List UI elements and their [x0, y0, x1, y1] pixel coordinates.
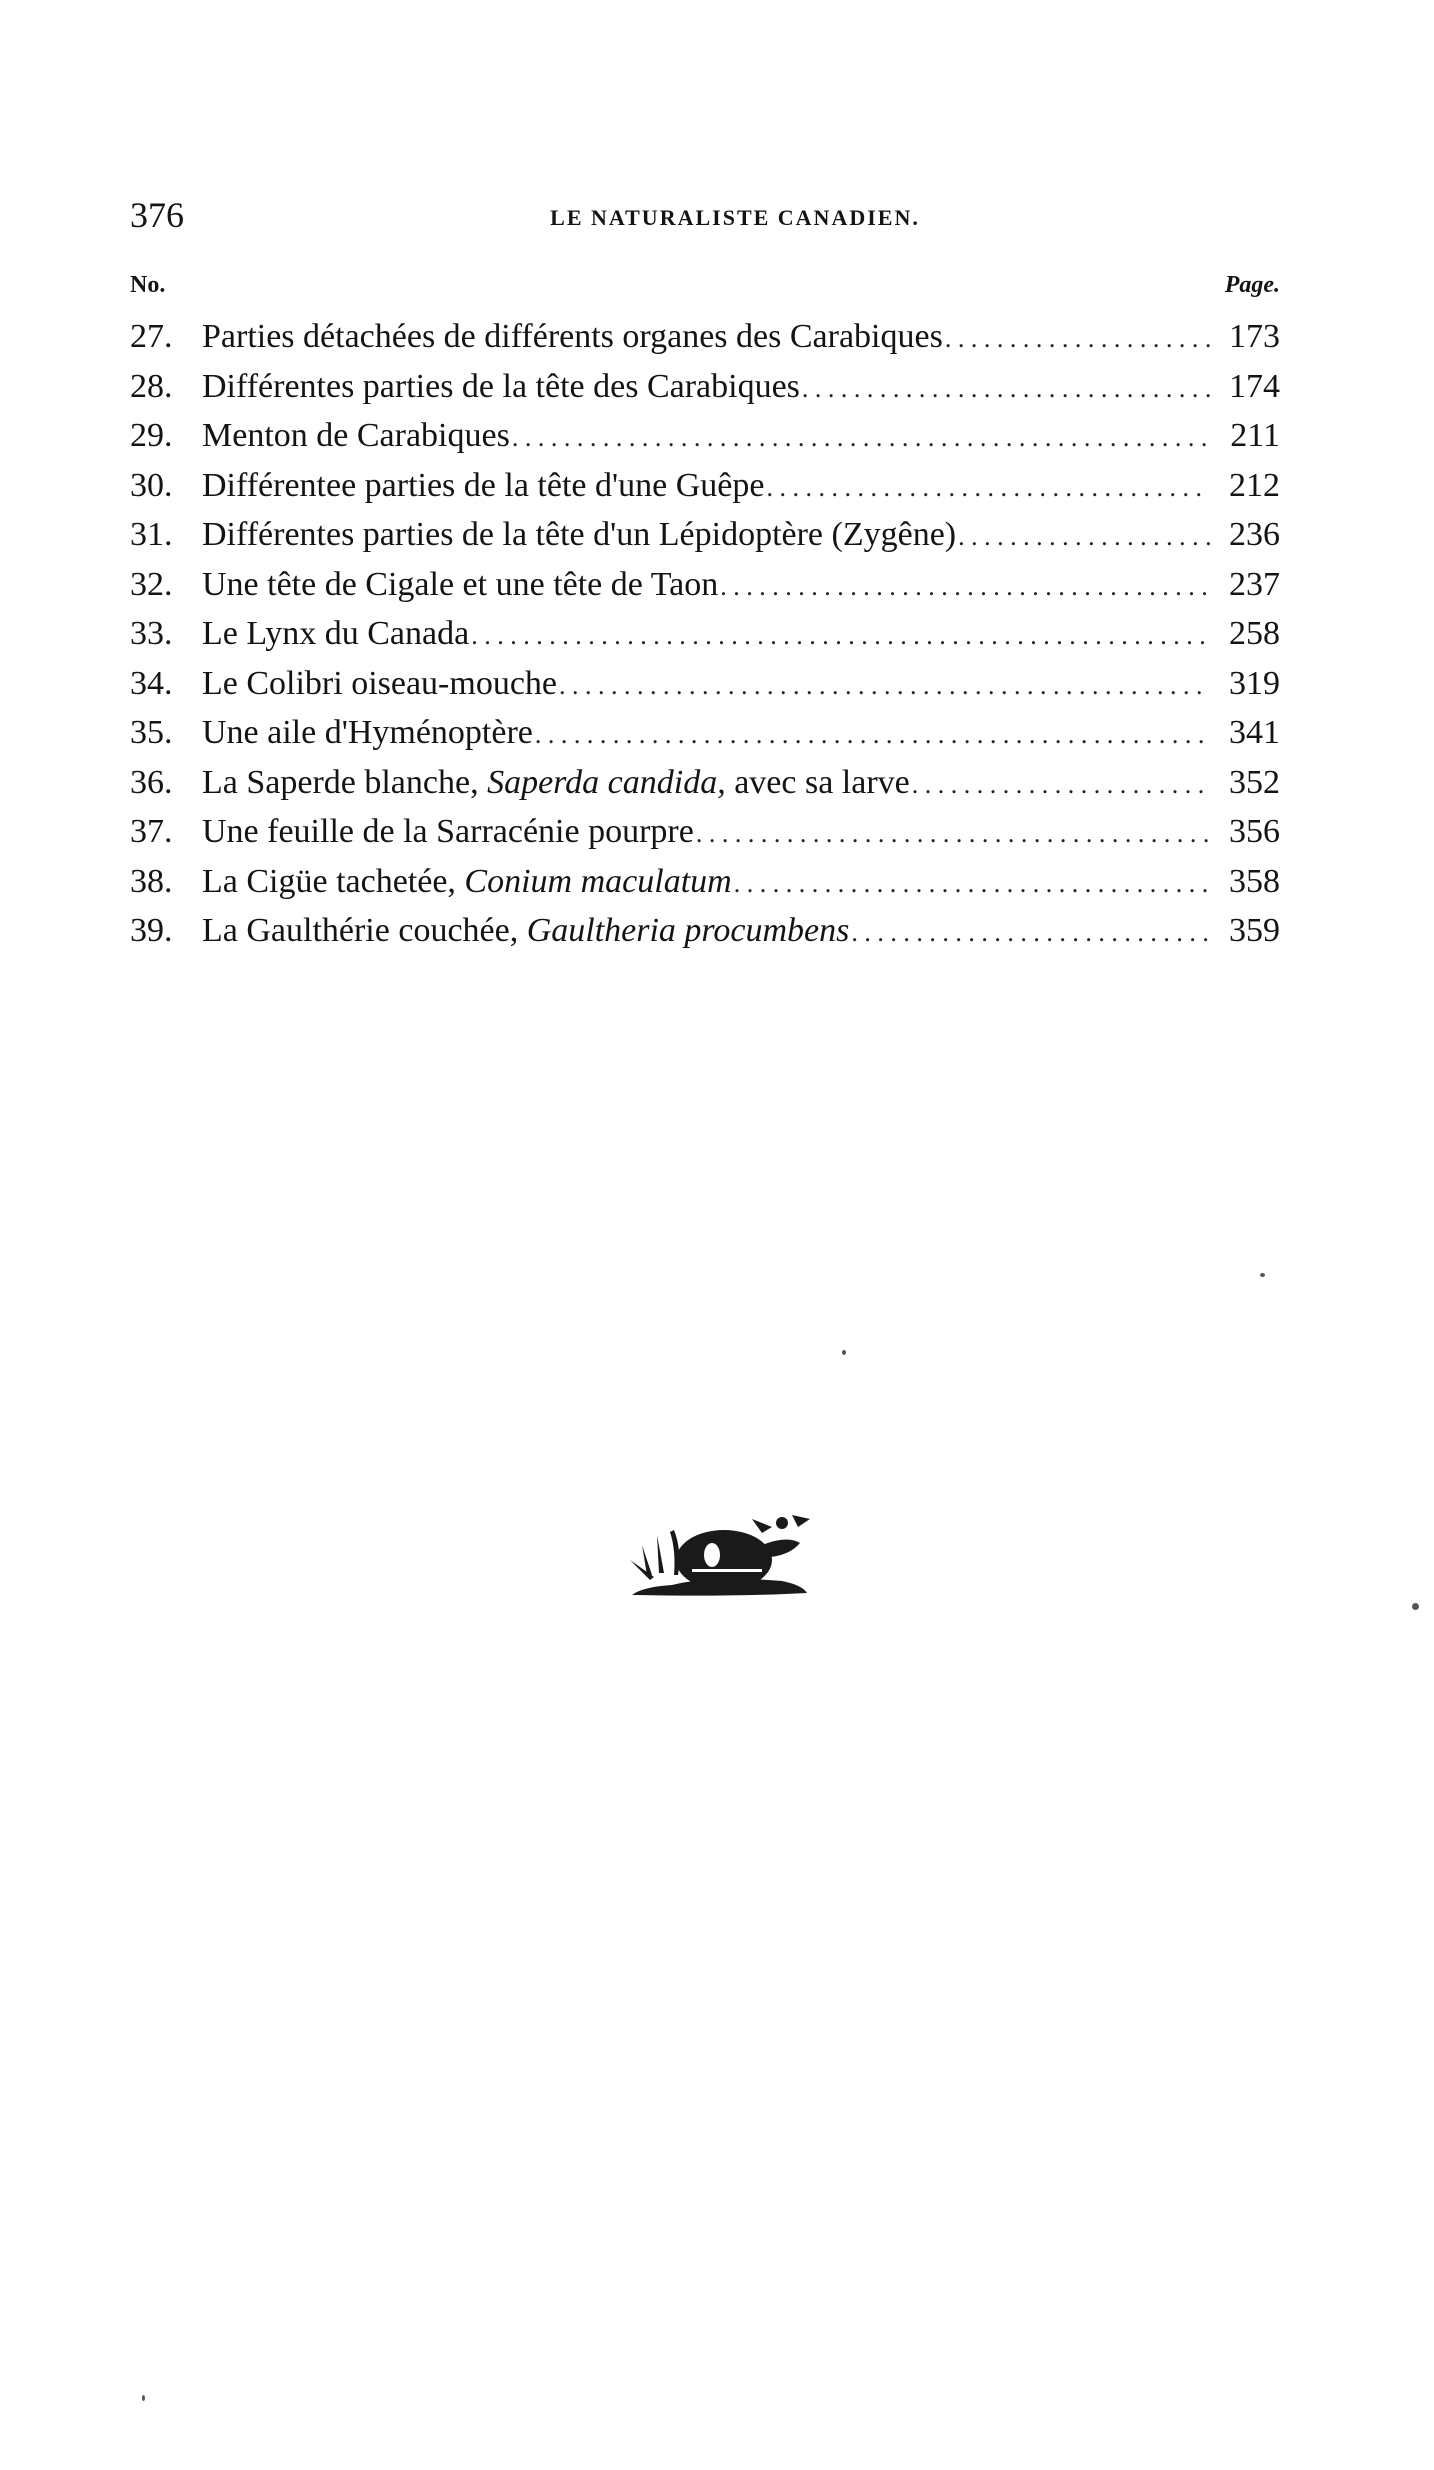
entry-page-number: 173 — [1229, 318, 1280, 355]
page-column-label: Page. — [1224, 272, 1280, 298]
entry-title — [202, 708, 533, 758]
toc-entry — [130, 609, 1280, 659]
entry-title-text: Parties détachées de différents organes des Carabiques — [202, 318, 943, 355]
toc-entry — [130, 857, 1280, 907]
entry-number: 31. — [130, 516, 173, 553]
entry-page-number: 319 — [1229, 664, 1280, 702]
toc-entry — [130, 758, 1280, 808]
toc-entry — [130, 807, 1280, 857]
dot-leader — [945, 314, 1210, 364]
page-header — [130, 190, 1280, 240]
number-column-label: No. — [130, 272, 166, 298]
entry-page-number: 359 — [1229, 912, 1280, 949]
entry-title — [202, 560, 718, 610]
dot-leader — [535, 710, 1210, 760]
entry-title — [202, 461, 764, 511]
dot-leader — [851, 908, 1210, 958]
entry-title-italic: Gaultheria procumbens — [526, 912, 850, 949]
toc-entry — [130, 312, 1280, 362]
entry-number: 38. — [130, 862, 173, 900]
toc-entry — [130, 411, 1280, 461]
paper-speck — [1412, 1603, 1419, 1610]
entry-title — [202, 362, 800, 412]
page-number: 376 — [130, 195, 184, 235]
list-of-figures — [130, 312, 1280, 956]
dot-leader — [912, 760, 1210, 810]
entry-page-number: 174 — [1229, 367, 1280, 405]
entry-title-text: Différentee parties de la tête d'une Guêpe — [202, 466, 765, 504]
toc-entry — [130, 708, 1280, 758]
entry-page-number: 341 — [1229, 714, 1280, 751]
entry-title — [202, 312, 943, 362]
entry-number: 27. — [130, 318, 173, 355]
entry-page-number: 236 — [1229, 516, 1280, 553]
toc-entry — [130, 510, 1280, 560]
entry-title-text: Une feuille de la Sarracénie pourpre — [202, 813, 694, 850]
entry-title — [202, 807, 694, 857]
entry-number: 39. — [130, 912, 173, 949]
dot-leader — [696, 809, 1210, 859]
running-head: LE NATURALISTE CANADIEN. — [550, 205, 920, 230]
entry-title-text: Le Lynx du Canada — [202, 615, 470, 652]
dot-leader — [958, 512, 1210, 562]
dot-leader — [734, 859, 1210, 909]
dot-leader — [802, 364, 1210, 414]
dot-leader — [766, 463, 1210, 513]
entry-title — [202, 659, 557, 709]
entry-page-number: 356 — [1229, 813, 1280, 850]
paper-speck — [842, 1350, 846, 1355]
toc-entry — [130, 461, 1280, 511]
entry-title — [202, 857, 732, 907]
entry-page-number: 211 — [1230, 417, 1280, 454]
entry-title — [202, 411, 510, 461]
dot-leader — [512, 413, 1210, 463]
entry-title-text: avec sa larve — [725, 763, 910, 801]
entry-number: 37. — [130, 813, 173, 850]
entry-number: 30. — [130, 466, 173, 504]
entry-page-number: 358 — [1229, 862, 1280, 900]
column-headings — [130, 272, 1280, 308]
entry-title — [202, 906, 849, 956]
entry-number: 32. — [130, 565, 173, 603]
beaver-vignette-icon — [612, 1505, 812, 1600]
entry-page-number: 212 — [1229, 466, 1280, 504]
entry-title-italic: Conium maculatum — [464, 862, 732, 900]
paper-speck — [1260, 1273, 1265, 1277]
dot-leader — [720, 562, 1210, 612]
entry-title-text: Une tête de Cigale et une tête de Taon — [202, 565, 719, 603]
entry-title-text: Différentes parties de la tête d'un Lépidoptère (Zygêne) — [202, 516, 957, 553]
entry-number: 35. — [130, 714, 173, 751]
entry-title-text: La Gaulthérie couchée, — [202, 912, 527, 949]
entry-number: 28. — [130, 367, 173, 405]
entry-page-number: 352 — [1229, 763, 1280, 801]
entry-title-text: Différentes parties de la tête des Carabiques — [202, 367, 800, 405]
entry-title — [202, 510, 956, 560]
entry-title-text: Le Colibri oiseau-mouche — [202, 664, 558, 702]
entry-number: 36. — [130, 763, 173, 801]
toc-entry — [130, 906, 1280, 956]
entry-number: 34. — [130, 664, 173, 702]
toc-entry — [130, 659, 1280, 709]
toc-entry — [130, 560, 1280, 610]
entry-title-text: La Cigüe tachetée, — [202, 862, 465, 900]
entry-title-text: Une aile d'Hyménoptère — [202, 714, 533, 751]
entry-title-italic: Saperda candida, — [487, 763, 726, 801]
entry-page-number: 258 — [1229, 615, 1280, 652]
dot-leader — [471, 611, 1210, 661]
entry-title — [202, 758, 910, 808]
entry-title-text: La Saperde blanche, — [202, 763, 488, 801]
entry-number: 33. — [130, 615, 173, 652]
toc-entry — [130, 362, 1280, 412]
paper-speck — [142, 2395, 145, 2401]
entry-page-number: 237 — [1229, 565, 1280, 603]
entry-title-text: Menton de Carabiques — [202, 417, 510, 454]
entry-title — [202, 609, 469, 659]
entry-number: 29. — [130, 417, 173, 454]
dot-leader — [559, 661, 1210, 711]
